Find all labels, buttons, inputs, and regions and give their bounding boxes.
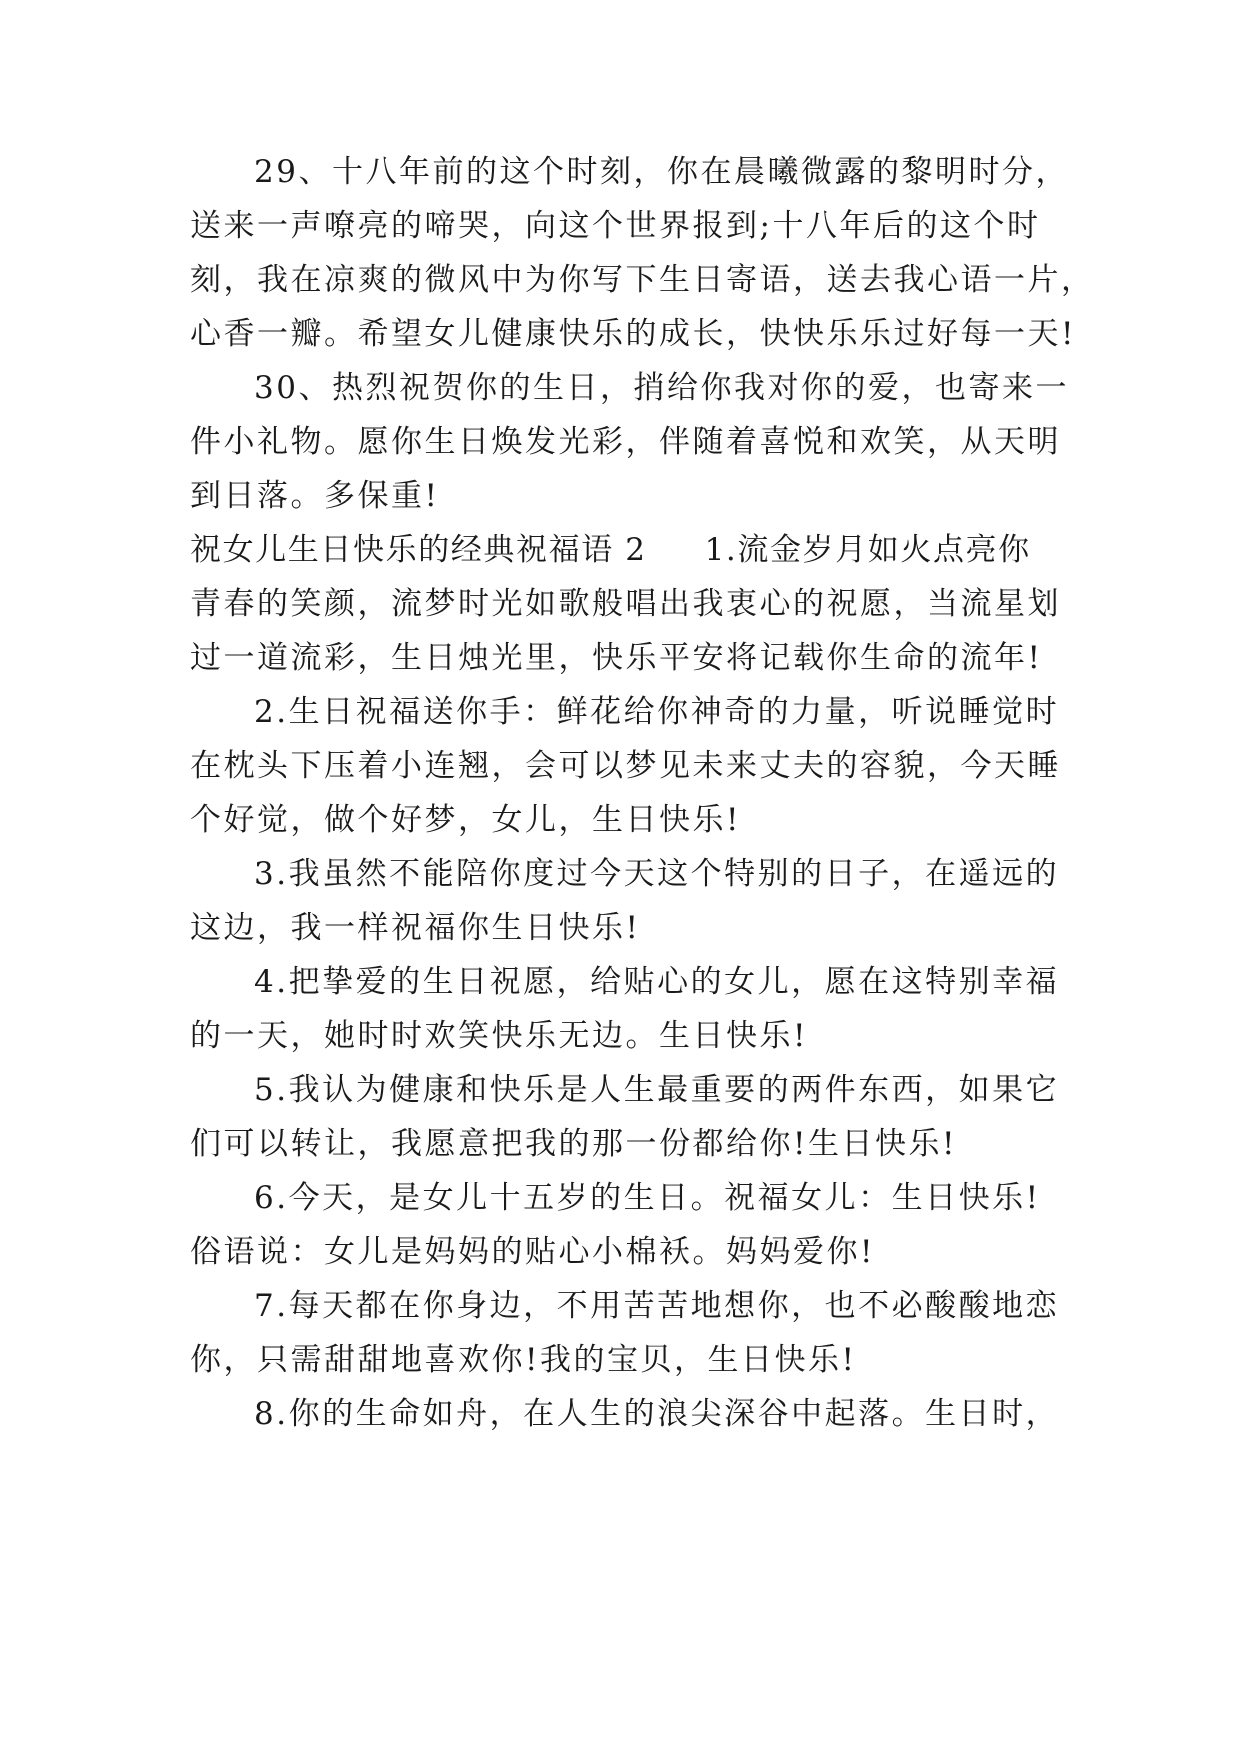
paragraph-2-line-3: 个好觉，做个好梦，女儿，生日快乐! xyxy=(190,802,741,838)
section-heading-continuation: 1.流金岁月如火点亮你 xyxy=(704,532,1031,568)
paragraph-29-line-4: 心香一瓣。希望女儿健康快乐的成长，快快乐乐过好每一天! xyxy=(190,316,1076,352)
paragraph-6-line-2: 俗语说：女儿是妈妈的贴心小棉袄。妈妈爱你! xyxy=(190,1234,875,1270)
paragraph-4-line-2: 的一天，她时时欢笑快乐无边。生日快乐! xyxy=(190,1018,808,1054)
paragraph-30-line-1: 30、热烈祝贺你的生日，捎给你我对你的爱，也寄来一 xyxy=(254,370,1069,406)
paragraph-2-line-1: 2.生日祝福送你手：鲜花给你神奇的力量，听说睡觉时 xyxy=(254,694,1060,730)
paragraph-29-line-3: 刻，我在凉爽的微风中为你写下生日寄语，送去我心语一片， xyxy=(190,262,1095,298)
paragraph-29-line-1: 29、十八年前的这个时刻，你在晨曦微露的黎明时分， xyxy=(254,154,1069,190)
paragraph-4-line-1: 4.把挚爱的生日祝愿，给贴心的女儿，愿在这特别幸福 xyxy=(254,964,1060,1000)
paragraph-3-line-2: 这边，我一样祝福你生日快乐! xyxy=(190,910,641,946)
paragraph-2-line-2: 在枕头下压着小连翘，会可以梦见未来丈夫的容貌，今天睡 xyxy=(190,748,1061,784)
paragraph-3-line-1: 3.我虽然不能陪你度过今天这个特别的日子，在遥远的 xyxy=(254,856,1060,892)
paragraph-30-line-2: 件小礼物。愿你生日焕发光彩，伴随着喜悦和欢笑，从天明 xyxy=(190,424,1061,460)
paragraph-8-line-1: 8.你的生命如舟，在人生的浪尖深谷中起落。生日时， xyxy=(254,1396,1060,1432)
paragraph-1-line-3: 过一道流彩，生日烛光里，快乐平安将记载你生命的流年! xyxy=(190,640,1043,676)
paragraph-29-line-2: 送来一声嘹亮的啼哭，向这个世界报到;十八年后的这个时 xyxy=(190,208,1041,244)
paragraph-6-line-1: 6.今天，是女儿十五岁的生日。祝福女儿：生日快乐! xyxy=(254,1180,1041,1216)
section-heading xyxy=(190,530,1090,570)
paragraph-1-line-2: 青春的笑颜，流梦时光如歌般唱出我衷心的祝愿，当流星划 xyxy=(190,586,1061,622)
section-heading-title: 祝女儿生日快乐的经典祝福语 2 xyxy=(190,532,647,568)
paragraph-5-line-2: 们可以转让，我愿意把我的那一份都给你!生日快乐! xyxy=(190,1126,957,1162)
paragraph-5-line-1: 5.我认为健康和快乐是人生最重要的两件东西，如果它 xyxy=(254,1072,1060,1108)
paragraph-30-line-3: 到日落。多保重! xyxy=(190,478,440,514)
paragraph-7-line-2: 你，只需甜甜地喜欢你!我的宝贝，生日快乐! xyxy=(190,1342,857,1378)
paragraph-7-line-1: 7.每天都在你身边，不用苦苦地想你，也不必酸酸地恋 xyxy=(254,1288,1060,1324)
